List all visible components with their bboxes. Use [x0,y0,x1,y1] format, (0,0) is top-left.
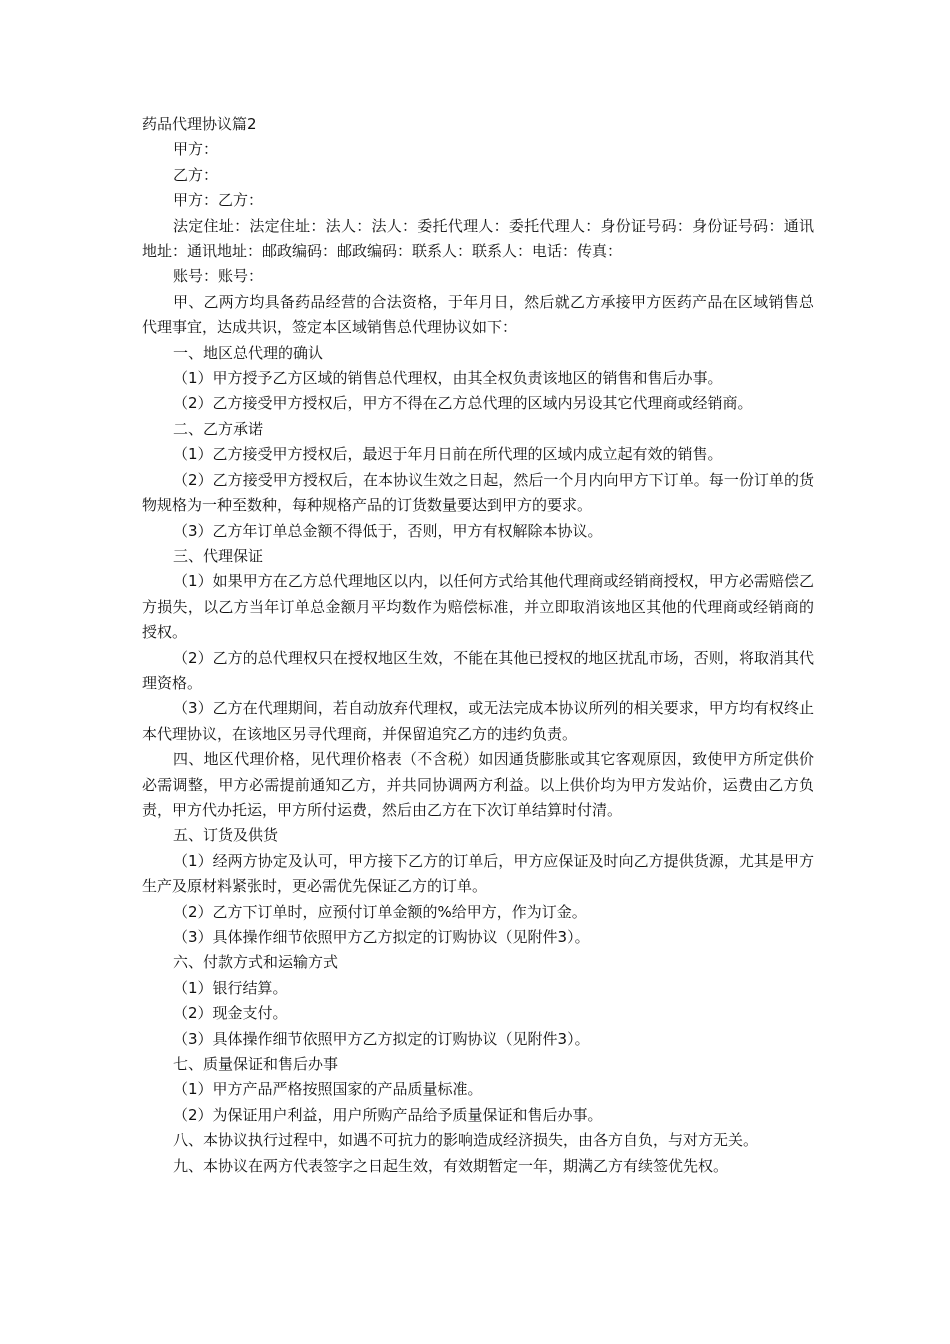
clause-2-1: （1）乙方接受甲方授权后，最迟于年月日前在所代理的区域内成立起有效的销售。 [173,445,723,464]
clause-6-2: （2）现金支付。 [173,1004,288,1023]
clause-6-1: （1）银行结算。 [173,978,288,997]
party-a-line: 甲方： [173,140,219,159]
parties-line: 甲方：乙方： [173,191,264,210]
section-heading-6: 六、付款方式和运输方式 [173,953,339,972]
preamble-paragraph: 甲、乙两方均具备药品经营的合法资格，于年月日，然后就乙方承接甲方医药产品在区域销售总代理事宜，达成共识，签定本区域销售总代理协议如下： [142,292,814,337]
party-b-line: 乙方： [173,165,219,184]
clause-7-2: （2）为保证用户利益，用户所购产品给予质量保证和售后办事。 [173,1105,603,1124]
clause-2-2: （2）乙方接受甲方授权后，在本协议生效之日起，然后一个月内向甲方下订单。每一份订单的货物规格为一种至数种，每种规格产品的订货数量要达到甲方的要求。 [142,470,814,515]
section-heading-1: 一、地区总代理的确认 [173,343,324,362]
section-9-paragraph: 九、本协议在两方代表签字之日起生效，有效期暂定一年，期满乙方有续签优先权。 [173,1156,729,1175]
section-4-paragraph: 四、地区代理价格，见代理价格表（不含税）如因通货膨胀或其它客观原因，致使甲方所定供价必需调整，甲方必需提前通知乙方，并共同协调两方利益。以上供价均为甲方发站价，运费由乙方负责，甲方代办托运，甲方所付运费，然后由乙方在下次订单结算时付清。 [142,750,814,819]
clause-5-1: （1）经两方协定及认可，甲方接下乙方的订单后，甲方应保证及时向乙方提供货源，尤其是甲方生产及原材料紧张时，更必需优先保证乙方的订单。 [142,851,814,896]
clause-2-3: （3）乙方年订单总金额不得低于，否则，甲方有权解除本协议。 [173,521,603,540]
clause-1-2: （2）乙方接受甲方授权后，甲方不得在乙方总代理的区域内另设其它代理商或经销商。 [173,394,753,413]
clause-3-2: （2）乙方的总代理权只在授权地区生效，不能在其他已授权的地区扰乱市场，否则，将取消其代理资格。 [142,648,814,692]
clause-5-2: （2）乙方下订单时，应预付订单金额的%给甲方，作为订金。 [173,902,587,921]
account-line: 账号：账号： [173,267,264,286]
section-heading-3: 三、代理保证 [173,546,264,565]
clause-3-3: （3）乙方在代理期间，若自动放弃代理权，或无法完成本协议所列的相关要求，甲方均有权终止本代理协议，在该地区另寻代理商，并保留追究乙方的违约负责。 [142,699,814,743]
clause-6-3: （3）具体操作细节依照甲方乙方拟定的订购协议（见附件3）。 [173,1029,590,1048]
section-heading-2: 二、乙方承诺 [173,419,264,438]
section-heading-7: 七、质量保证和售后办事 [173,1055,339,1074]
clause-1-1: （1）甲方授予乙方区域的销售总代理权，由其全权负责该地区的销售和售后办事。 [173,369,723,388]
section-8-paragraph: 八、本协议执行过程中，如遇不可抗力的影响造成经济损失，由各方自负，与对方无关。 [173,1131,759,1150]
document-page [142,112,814,1179]
clause-5-3: （3）具体操作细节依照甲方乙方拟定的订购协议（见附件3）。 [173,928,590,946]
clause-3-1: （1）如果甲方在乙方总代理地区以内，以任何方式给其他代理商或经销商授权，甲方必需赔偿乙方损失，以乙方当年订单总金额月平均数作为赔偿标准，并立即取消该地区其他的代理商或经销商的授权。 [142,572,814,642]
document-title: 药品代理协议篇2 [142,115,257,133]
clause-7-1: （1）甲方产品严格按照国家的产品质量标准。 [173,1080,483,1099]
section-heading-5: 五、订货及供货 [173,826,279,845]
party-details-paragraph: 法定住址：法定住址：法人：法人：委托代理人：委托代理人：身份证号码：身份证号码：通讯地址：通讯地址：邮政编码：邮政编码：联系人：联系人：电话：传真： [142,216,814,261]
